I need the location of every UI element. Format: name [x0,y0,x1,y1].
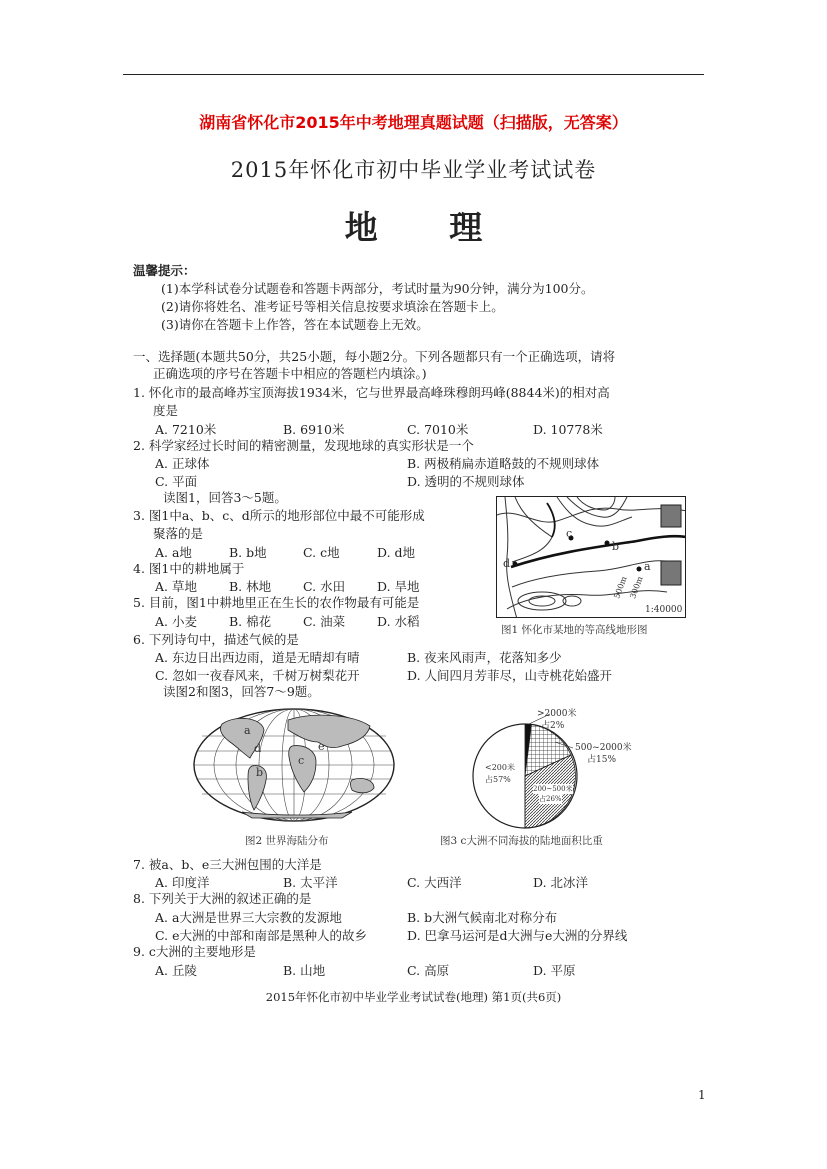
q3-stem: 3. 图1中a、b、c、d所示的地形部位中最不可能形成 [133,508,425,523]
q1-option-b: B. 6910米 [283,422,345,437]
fig1-label-a: a [644,560,651,573]
q6-option-b: B. 夜来风雨声，花落知多少 [407,650,562,665]
fig1-label-d: d [503,557,511,570]
q9-option-b: B. 山地 [283,963,326,978]
q1-option-a: A. 7210米 [155,422,217,437]
q9-option-d: D. 平原 [533,963,576,978]
q4-option-a: A. 草地 [155,579,197,594]
q9-stem: 9. c大洲的主要地形是 [133,944,256,959]
world-map-graphic [192,706,397,824]
contour-map-graphic [497,497,686,618]
q3-option-b: B. b地 [229,545,267,560]
q1-stem: 1. 怀化市的最高峰苏宝顶海拔1934米，它与世界最高峰珠穆朗玛峰(8844米)的相对高 [133,385,610,400]
fig1-contour-label-500: 500m [612,575,629,600]
q7-option-c: C. 大西洋 [407,875,462,890]
fig3-label-lt200-pct: 占57% [485,775,511,784]
fig3-label-lt200: <200米 [485,763,515,772]
q8-option-b: B. b大洲气候南北对称分布 [407,910,558,925]
fig3-label-200-500-pct: 占26% [539,795,562,803]
fig3-label-gt2000: >2000米 [537,709,577,719]
figure1-caption: 图1 怀化市某地的等高线地形图 [501,624,648,636]
q4-stem: 4. 图1中的耕地属于 [133,561,245,576]
q2-option-d: D. 透明的不规则球体 [407,474,525,489]
q1-option-c: C. 7010米 [407,422,469,437]
fig1-label-c: c [566,527,573,540]
figure2-world-map [192,706,397,824]
q2-stem: 2. 科学家经过长时间的精密测量，发现地球的真实形状是一个 [133,438,474,453]
fig3-label-500-2000-pct: 占15% [587,755,617,765]
q1-option-d: D. 10778米 [533,422,603,437]
q5-stem: 5. 目前，图1中耕地里正在生长的农作物最有可能是 [133,595,420,610]
tip-item-2: (2)请你将姓名、准考证号等相关信息按要求填涂在答题卡上。 [161,299,504,314]
document-title: 湖南省怀化市2015年中考地理真题试题（扫描版，无答案） [199,113,628,132]
fig3-label-gt2000-pct: 占2% [541,721,565,731]
q6-stem: 6. 下列诗句中，描述气候的是 [133,632,299,647]
fig1-scale: 1:40000 [645,605,683,615]
fig2-label-d: d [254,742,262,755]
q9-option-c: C. 高原 [407,963,450,978]
q5-option-d: D. 水稻 [377,614,420,629]
figure3-pie-chart [455,706,635,830]
page-number: 1 [698,1088,706,1102]
figure2-caption: 图2 世界海陆分布 [245,835,329,847]
fig2-label-e: e [318,740,325,753]
q3-stem-cont: 聚落的是 [153,526,204,541]
q7-option-b: B. 太平洋 [283,875,338,890]
section-heading-cont: 正确选项的序号在答题卡中相应的答题栏内填涂。) [153,366,427,381]
q8-stem: 8. 下列关于大洲的叙述正确的是 [133,891,312,906]
tips-heading: 温馨提示： [133,263,196,278]
q3-option-a: A. a地 [155,545,192,560]
q7-stem: 7. 被a、b、e三大洲包围的大洋是 [133,857,322,872]
exam-title: 2015年怀化市初中毕业学业考试试卷 [230,158,597,182]
figure3-caption: 图3 c大洲不同海拔的陆地面积比重 [440,835,603,847]
q5-option-c: C. 油菜 [303,614,346,629]
q5-option-b: B. 棉花 [229,614,272,629]
q6-option-a: A. 东边日出西边雨，道是无晴却有晴 [155,650,360,665]
q6-option-d: D. 人间四月芳菲尽，山寺桃花始盛开 [407,668,613,683]
fig3-label-500-2000: 500~2000米 [575,743,632,753]
q7-option-a: A. 印度洋 [155,875,210,890]
page-footer: 2015年怀化市初中毕业学业考试试卷(地理) 第1页(共6页) [265,990,562,1004]
q5-option-a: A. 小麦 [155,614,197,629]
subject-title: 地 理 [344,208,513,247]
fig1-label-b: b [612,540,620,553]
fig2-label-b: b [256,766,264,779]
read-figure2-3-instruction: 读图2和图3，回答7～9题。 [163,684,320,699]
q4-option-d: D. 旱地 [377,579,420,594]
section-heading: 一、选择题(本题共50分，共25小题，每小题2分。下列各题都只有一个正确选项，请将 [133,349,616,364]
tip-item-1: (1)本学科试卷分试题卷和答题卡两部分，考试时量为90分钟，满分为100分。 [161,281,594,296]
fig1-contour-label-300: 300m [628,575,645,600]
tip-item-3: (3)请你在答题卡上作答，答在本试题卷上无效。 [161,317,429,332]
q2-option-a: A. 正球体 [155,456,210,471]
top-rule [123,74,704,75]
fig2-label-c: c [298,754,305,767]
q2-option-c: C. 平面 [155,474,198,489]
q8-option-c: C. e大洲的中部和南部是黑种人的故乡 [155,928,367,943]
q8-option-d: D. 巴拿马运河是d大洲与e大洲的分界线 [407,928,628,943]
q7-option-d: D. 北冰洋 [533,875,589,890]
q2-option-b: B. 两极稍扁赤道略鼓的不规则球体 [407,456,600,471]
q1-stem-cont: 度是 [153,403,179,418]
q4-option-c: C. 水田 [303,579,346,594]
fig2-label-a: a [244,724,251,737]
figure1-contour-map [496,496,686,618]
read-figure1-instruction: 读图1，回答3～5题。 [163,490,287,505]
fig3-label-200-500: 200~500米 [533,785,573,793]
q6-option-c: C. 忽如一夜春风来，千树万树梨花开 [155,668,360,683]
q3-option-c: C. c地 [303,545,340,560]
q9-option-a: A. 丘陵 [155,963,197,978]
q8-option-a: A. a大洲是世界三大宗教的发源地 [155,910,342,925]
q3-option-d: D. d地 [377,545,416,560]
q4-option-b: B. 林地 [229,579,272,594]
